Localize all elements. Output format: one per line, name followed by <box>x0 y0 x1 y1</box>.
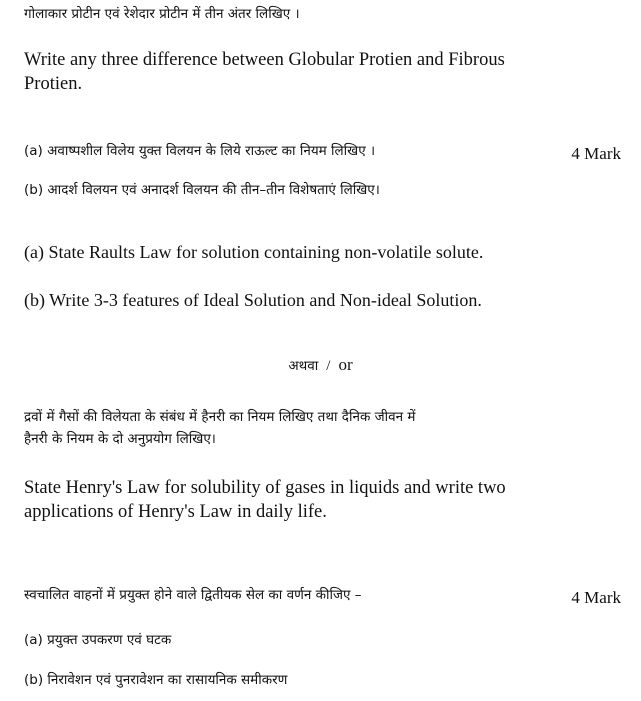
q2-alt-english-line1: State Henry's Law for solubility of gases in liquids and write two <box>24 478 506 498</box>
q3-hindi: स्वचालित वाहनों में प्रयुक्त होने वाले द्वितीयक सेल का वर्णन कीजिए – <box>24 587 362 603</box>
q3-mark: 4 Mark <box>571 588 621 607</box>
q2-hindi-part-b: (b) आदर्श विलयन एवं अनादर्श विलयन की तीन–तीन विशेषताएं लिखिए। <box>24 182 380 198</box>
q1-english-line2: Protien. <box>24 74 83 94</box>
or-divider <box>0 355 641 375</box>
or-separator: / <box>326 358 331 374</box>
q2-mark: 4 Mark <box>571 144 621 163</box>
or-english: or <box>338 355 353 374</box>
q2-english-part-b: (b) Write 3-3 features of Ideal Solution and Non-ideal Solution. <box>24 290 482 310</box>
q1-hindi: गोलाकार प्रोटीन एवं रेशेदार प्रोटीन में तीन अंतर लिखिए । <box>24 6 300 22</box>
or-hindi: अथवा <box>288 358 319 374</box>
q2-alt-hindi-line2: हैनरी के नियम के दो अनुप्रयोग लिखिए। <box>24 431 216 447</box>
q3-part-a: (a) प्रयुक्त उपकरण एवं घटक <box>24 632 172 648</box>
q2-english-part-a: (a) State Raults Law for solution containing non-volatile solute. <box>24 242 484 262</box>
q2-hindi-part-a: (a) अवाष्पशील विलेय युक्त विलयन के लिये राऊल्ट का नियम लिखिए । <box>24 143 376 159</box>
q3-part-b: (b) निरावेशन एवं पुनरावेशन का रासायनिक समीकरण <box>24 672 288 688</box>
q1-english-line1: Write any three difference between Globular Protien and Fibrous <box>24 50 505 70</box>
q2-alt-english-line2: applications of Henry's Law in daily life. <box>24 502 327 522</box>
q2-alt-hindi-line1: द्रवों में गैसों की विलेयता के संबंध में हैनरी का नियम लिखिए तथा दैनिक जीवन में <box>24 409 416 425</box>
